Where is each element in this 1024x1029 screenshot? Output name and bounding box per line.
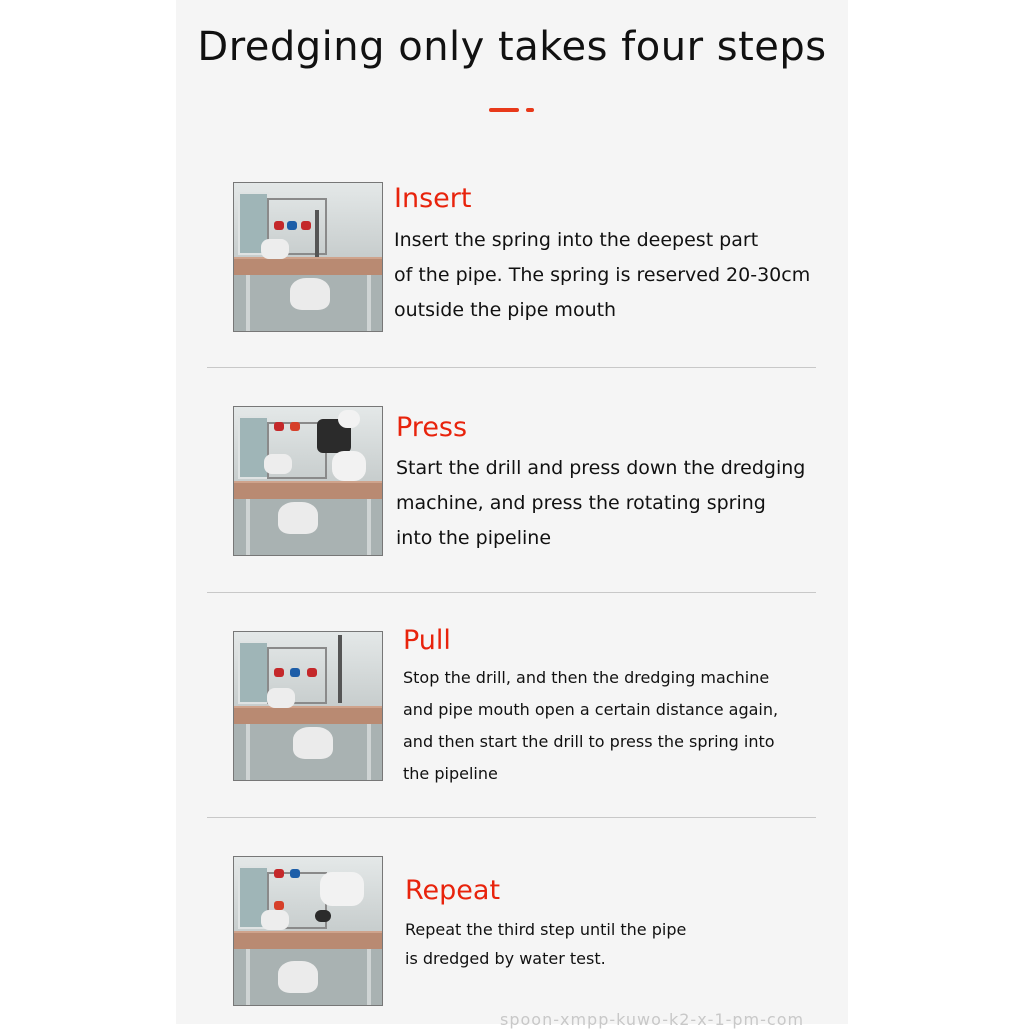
step-desc-line: outside the pipe mouth <box>394 299 617 321</box>
step-repeat-photo <box>233 856 383 1006</box>
step-divider <box>207 592 816 593</box>
step-insert-photo <box>233 182 383 332</box>
step-title: Insert <box>394 183 472 214</box>
step-divider <box>207 817 816 818</box>
step-desc-line: the pipeline <box>403 764 498 783</box>
page-title: Dredging only takes four steps <box>197 24 827 70</box>
step-desc-line: Repeat the third step until the pipe <box>405 920 687 939</box>
step-repeat <box>233 856 833 1006</box>
step-divider <box>207 367 816 368</box>
step-desc-line: and then start the drill to press the spring into <box>403 732 775 751</box>
step-desc-line: Insert the spring into the deepest part <box>394 229 759 251</box>
step-title: Pull <box>403 625 451 656</box>
step-desc-line: machine, and press the rotating spring <box>396 492 766 514</box>
step-desc-line: Stop the drill, and then the dredging machine <box>403 668 770 687</box>
watermark: spoon-xmpp-kuwo-k2-x-1-pm-com <box>500 1010 805 1029</box>
step-title: Repeat <box>405 875 501 906</box>
step-desc-line: is dredged by water test. <box>405 949 606 968</box>
step-pull-photo <box>233 631 383 781</box>
title-accent-dot <box>526 108 534 112</box>
step-desc-line: Start the drill and press down the dredging <box>396 457 806 479</box>
step-press <box>233 406 833 556</box>
step-desc-line: of the pipe. The spring is reserved 20-30cm <box>394 264 811 286</box>
step-insert <box>233 182 833 332</box>
step-pull <box>233 625 833 783</box>
title-accent-bar <box>489 108 519 112</box>
step-press-photo <box>233 406 383 556</box>
step-desc-line: and pipe mouth open a certain distance again, <box>403 700 779 719</box>
step-title: Press <box>396 412 468 443</box>
step-desc-line: into the pipeline <box>396 527 552 549</box>
